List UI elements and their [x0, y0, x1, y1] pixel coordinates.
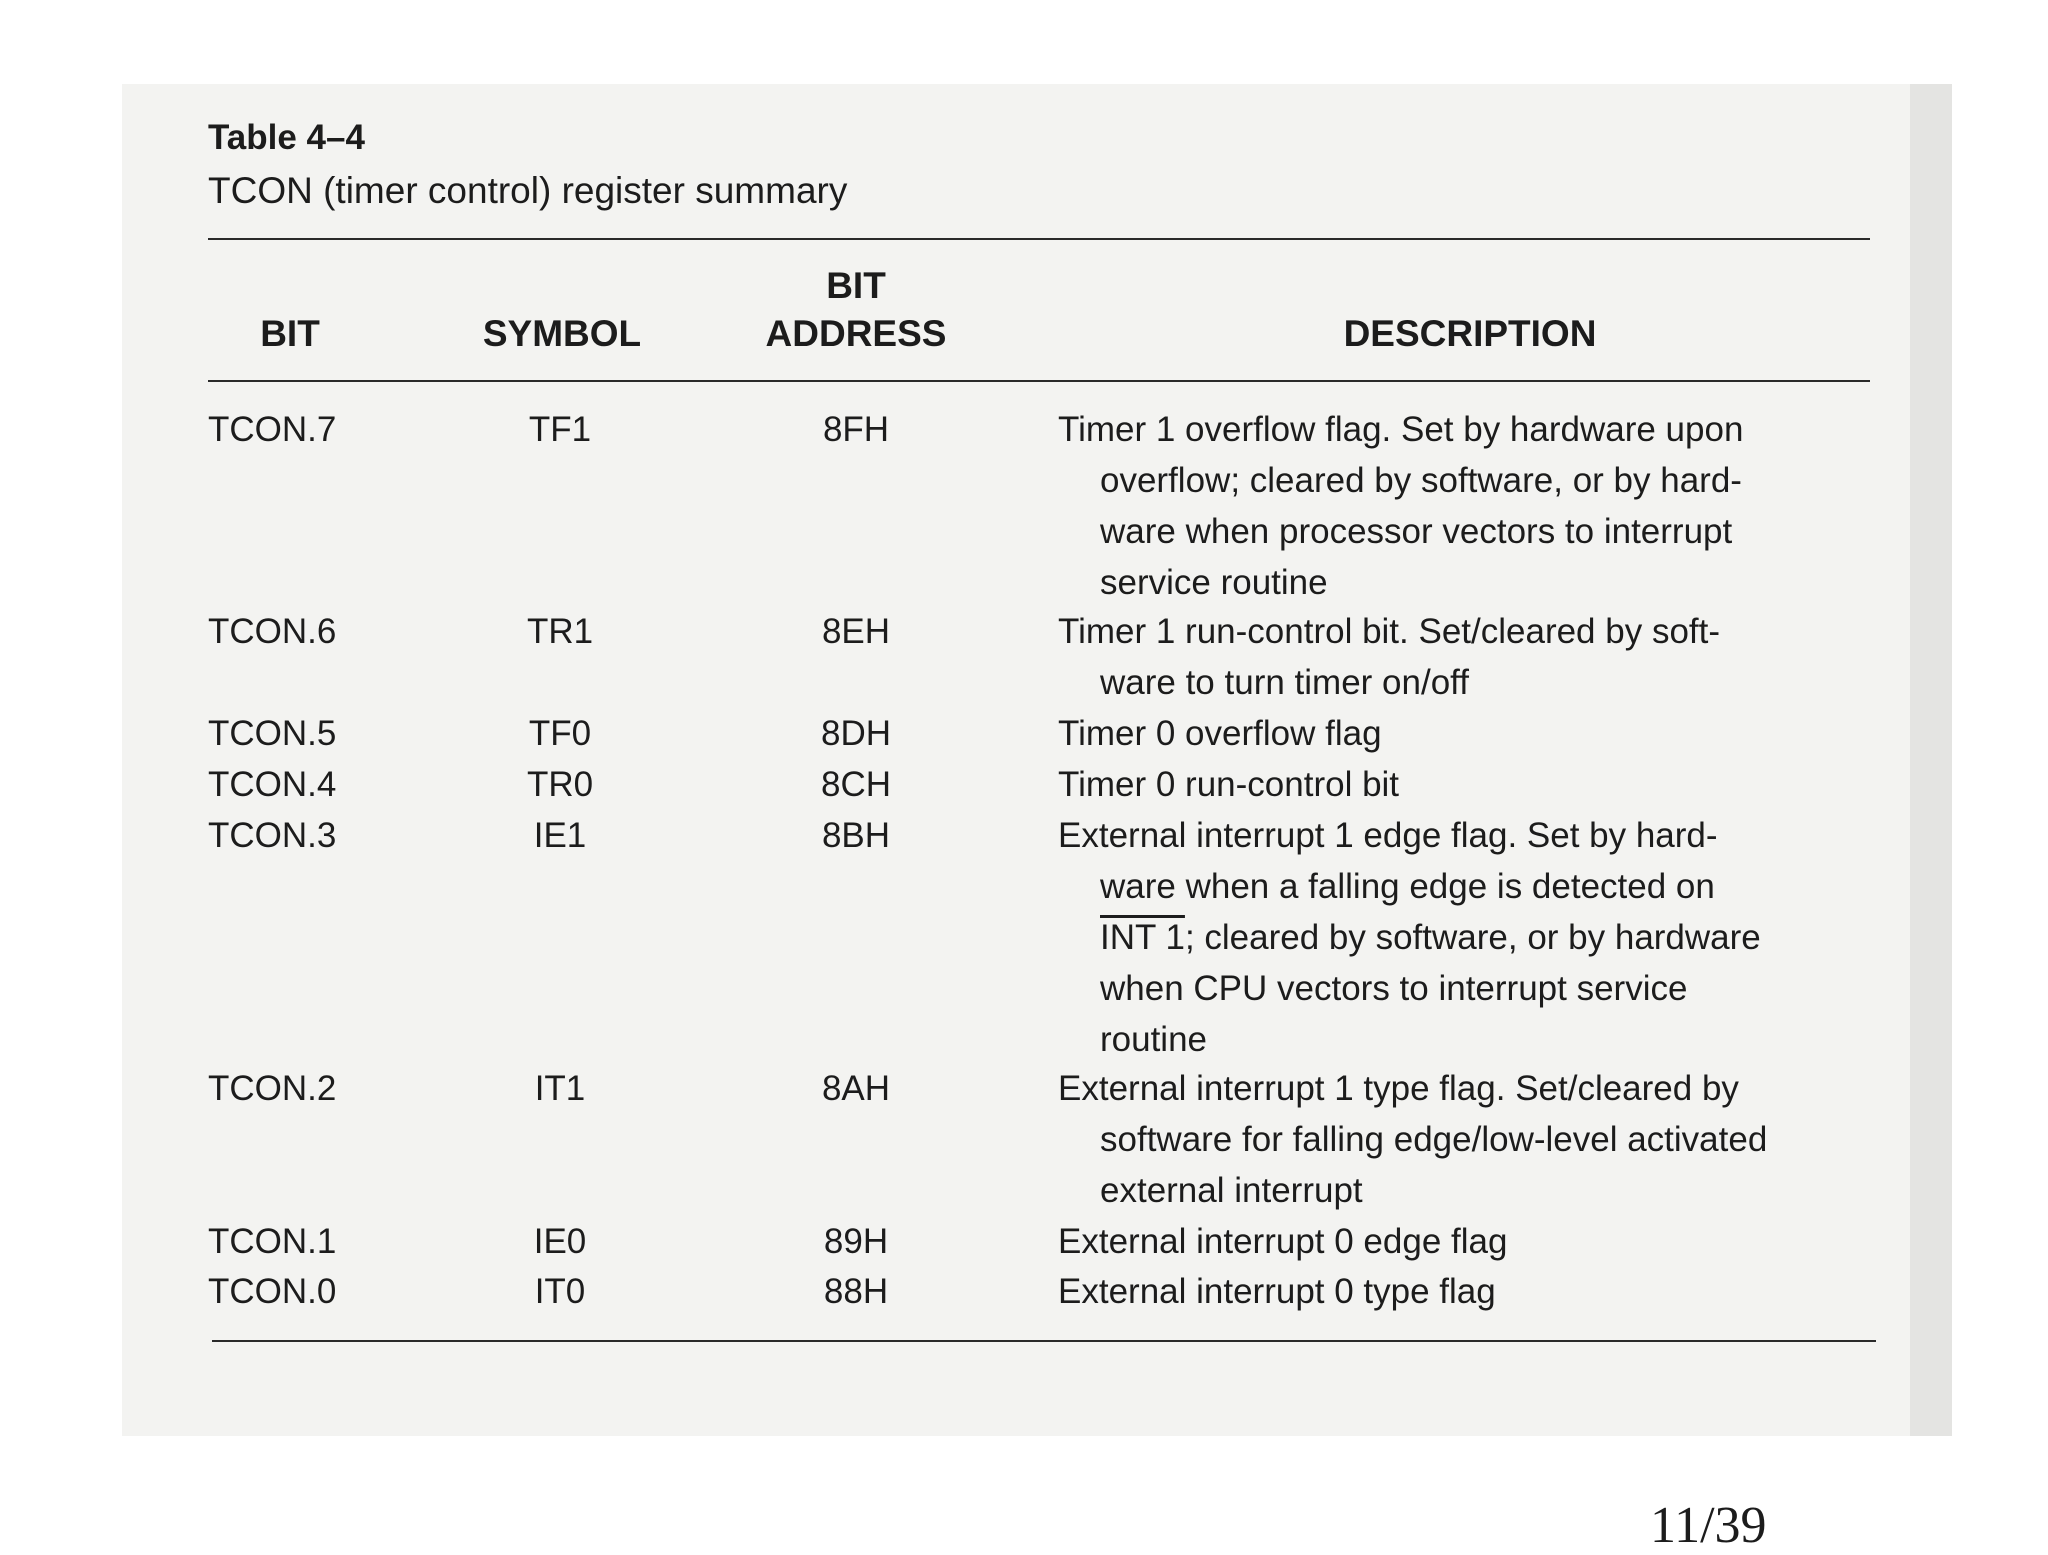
bit-cell: TCON.6	[208, 612, 337, 651]
description-line: external interrupt	[1100, 1171, 1363, 1210]
header-symbol: SYMBOL	[482, 313, 642, 354]
address-cell: 8BH	[821, 816, 891, 855]
symbol-cell: IE1	[533, 816, 587, 855]
symbol-cell: TR1	[526, 612, 594, 651]
description-line: ware when a falling edge is detected on	[1100, 867, 1715, 906]
header-address-line1: BIT	[826, 265, 886, 306]
bit-cell: TCON.5	[208, 714, 337, 753]
bit-cell: TCON.2	[208, 1069, 337, 1108]
description-line: overflow; cleared by software, or by hard-	[1100, 461, 1742, 500]
description-cell	[1058, 810, 1888, 1065]
bit-cell: TCON.7	[208, 410, 337, 449]
table-label: Table 4–4	[208, 118, 365, 157]
bit-cell: TCON.4	[208, 765, 337, 804]
header-address-line2: ADDRESS	[765, 313, 947, 354]
header-rule	[208, 380, 1870, 382]
table-caption: TCON (timer control) register summary	[208, 170, 848, 211]
description-line-int1	[1058, 912, 1888, 963]
description-line: software for falling edge/low-level activated	[1100, 1120, 1768, 1159]
description-line: routine	[1100, 1020, 1208, 1059]
address-cell: 8FH	[822, 410, 890, 449]
description-line: when CPU vectors to interrupt service	[1100, 969, 1688, 1008]
description-cell	[1058, 759, 1888, 810]
address-cell: 8AH	[821, 1069, 891, 1108]
address-cell: 8EH	[821, 612, 891, 651]
description-cell	[1058, 1266, 1888, 1317]
symbol-cell: IT1	[534, 1069, 586, 1108]
bit-cell: TCON.1	[208, 1222, 337, 1261]
symbol-cell: IT0	[534, 1272, 586, 1311]
symbol-cell: TR0	[526, 765, 594, 804]
description-line: ware when processor vectors to interrupt	[1100, 512, 1733, 551]
address-cell: 8CH	[820, 765, 892, 804]
description-cell	[1058, 1216, 1888, 1267]
int1-overline-signal: INT 1	[1100, 918, 1185, 957]
symbol-cell: TF0	[528, 714, 592, 753]
description-line: Timer 1 run-control bit. Set/cleared by soft-	[1058, 612, 1721, 651]
header-description: DESCRIPTION	[1343, 313, 1597, 354]
header-bit-address	[736, 262, 976, 358]
description-cell	[1058, 708, 1888, 759]
description-line: External interrupt 1 type flag. Set/cleared by	[1058, 1069, 1739, 1108]
bottom-rule	[212, 1340, 1876, 1342]
description-cell	[1058, 404, 1888, 608]
symbol-cell: IE0	[533, 1222, 587, 1261]
description-line: External interrupt 0 type flag	[1058, 1272, 1496, 1311]
description-line: Timer 0 overflow flag	[1058, 714, 1382, 753]
address-cell: 89H	[823, 1222, 889, 1261]
description-line: ware to turn timer on/off	[1100, 663, 1469, 702]
header-bit: BIT	[260, 313, 320, 354]
description-line-rest: ; cleared by software, or by hardware	[1184, 918, 1761, 957]
page-number: 11/39	[1650, 1497, 1767, 1554]
description-line: service routine	[1100, 563, 1328, 602]
symbol-cell: TF1	[528, 410, 592, 449]
description-line: Timer 1 overflow flag. Set by hardware upon	[1058, 410, 1744, 449]
address-cell: 88H	[823, 1272, 889, 1311]
bit-cell: TCON.3	[208, 816, 337, 855]
description-line: External interrupt 0 edge flag	[1058, 1222, 1508, 1261]
bit-cell: TCON.0	[208, 1272, 337, 1311]
description-cell	[1058, 606, 1888, 708]
description-cell	[1058, 1063, 1888, 1216]
description-line: External interrupt 1 edge flag. Set by hard-	[1058, 816, 1718, 855]
top-rule	[208, 238, 1870, 240]
page-edge-shadow	[1910, 84, 1952, 1436]
address-cell: 8DH	[820, 714, 892, 753]
description-line: Timer 0 run-control bit	[1058, 765, 1400, 804]
